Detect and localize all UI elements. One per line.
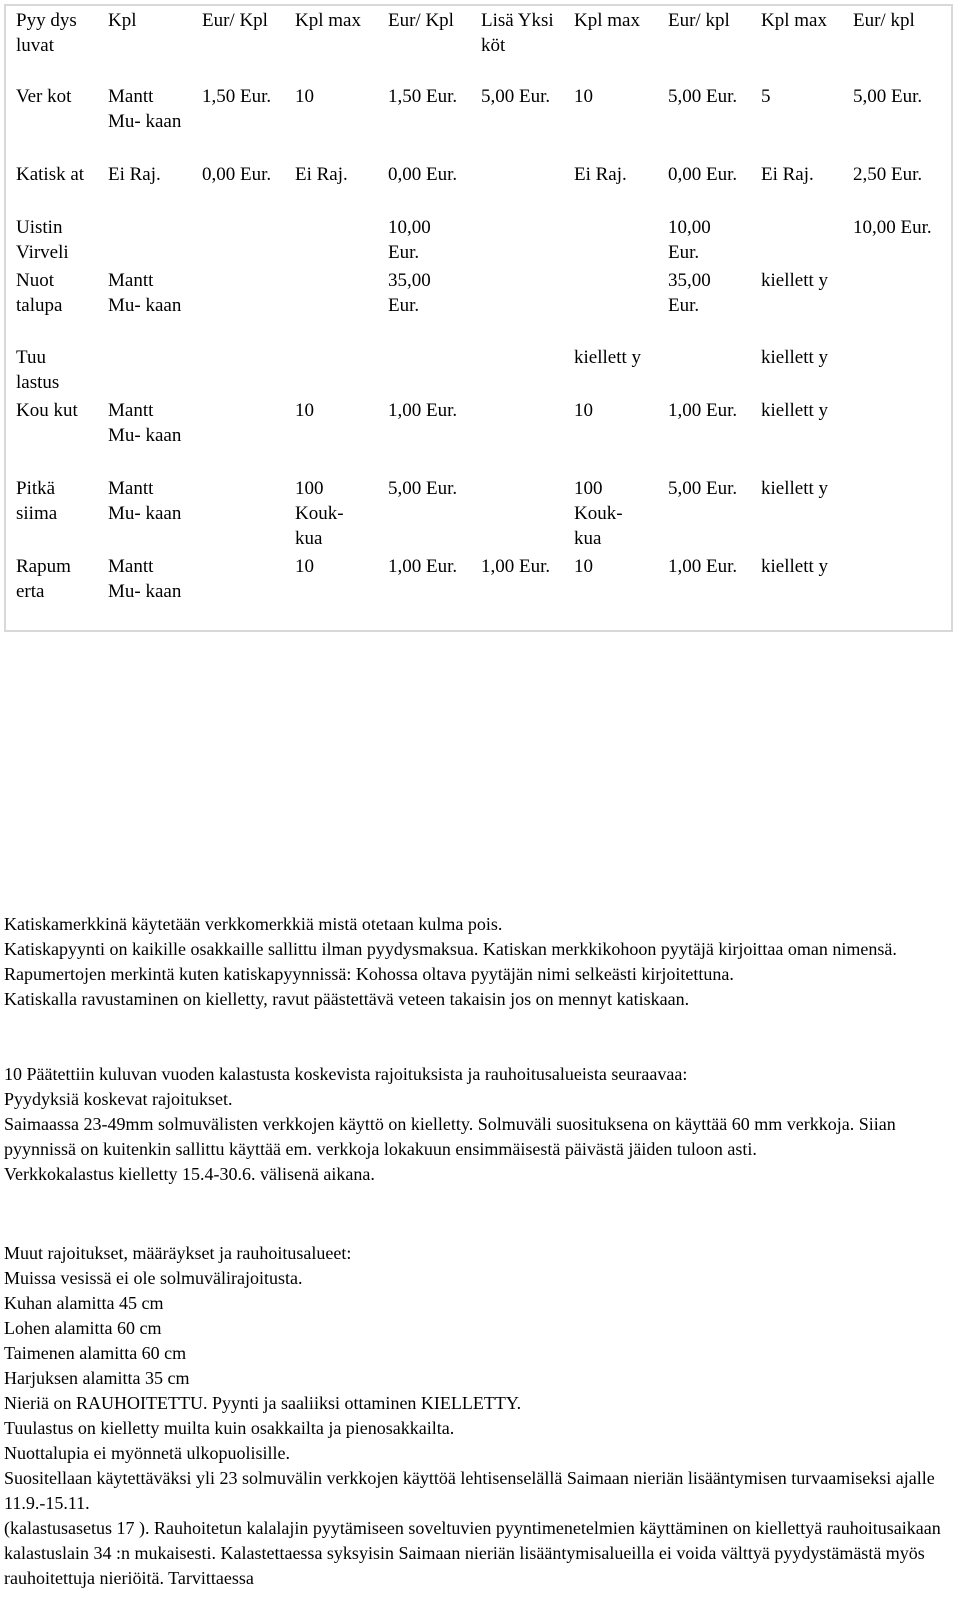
- table-cell: [192, 474, 285, 552]
- table-cell: Mantt Mu- kaan: [108, 477, 182, 524]
- permit-type-cell: Rapum erta: [16, 555, 71, 602]
- permit-type-cell: Uistin Virveli: [16, 216, 69, 263]
- table-cell: Mantt Mu- kaan: [108, 86, 182, 133]
- katiska-notes: [4, 912, 952, 1012]
- table-header-cell: Eur/ kpl: [668, 10, 730, 31]
- table-row: [5, 266, 952, 343]
- table-cell: kiellett y: [574, 346, 642, 368]
- table-cell: Mantt Mu- kaan: [108, 555, 182, 602]
- table-cell: 0,00 Eur.: [388, 164, 458, 186]
- table-cell: Ei Raj.: [295, 164, 348, 186]
- table-header-cell: Pyy dys luvat: [16, 10, 77, 56]
- table-cell: 5,00 Eur.: [481, 86, 551, 108]
- table-header-cell: Lisä Yksi köt: [481, 10, 554, 56]
- table-cell: [843, 552, 952, 631]
- table-cell: Ei Raj.: [761, 164, 814, 186]
- table-cell: 1,00 Eur.: [668, 399, 738, 421]
- note-line: Katiskalla ravustaminen on kielletty, ravut päästettävä veteen takaisin jos on mennyt katiskaan.: [4, 989, 690, 1009]
- table-cell: 10,00 Eur.: [853, 216, 932, 238]
- table-cell: Ei Raj.: [108, 164, 161, 186]
- table-cell: 0,00 Eur.: [202, 164, 272, 186]
- table-header-cell: Kpl max: [574, 10, 640, 31]
- permit-type-cell: Pitkä siima: [16, 477, 58, 524]
- permit-type-cell: Katisk at: [16, 164, 85, 186]
- table-cell: 1,50 Eur.: [202, 86, 272, 108]
- permit-type-cell: Tuu lastus: [16, 346, 60, 393]
- table-cell: 10: [295, 555, 314, 577]
- table-cell: 10,00 Eur.: [668, 216, 711, 263]
- table-cell: [843, 266, 952, 343]
- note-line: Muut rajoitukset, määräykset ja rauhoitusalueet:: [4, 1243, 352, 1263]
- table-cell: 0,00 Eur.: [668, 164, 738, 186]
- note-line: Harjuksen alamitta 35 cm: [4, 1368, 190, 1388]
- note-line: 10 Päätettiin kuluvan vuoden kalastusta koskevista rajoituksista ja rauhoitusalueista seuraavaa:: [4, 1064, 688, 1084]
- table-cell: 1,00 Eur.: [481, 555, 551, 577]
- table-cell: 100 Kouk- kua: [574, 477, 623, 549]
- table-cell: [192, 552, 285, 631]
- table-cell: 10: [574, 86, 593, 108]
- table-cell: Mantt Mu- kaan: [108, 399, 182, 446]
- table-cell: [285, 343, 378, 396]
- table-cell: [658, 343, 751, 396]
- table-cell: 35,00 Eur.: [388, 269, 431, 316]
- table-cell: 10: [574, 399, 593, 421]
- permit-fee-table: [4, 4, 953, 632]
- table-cell: [285, 266, 378, 343]
- table-cell: kiellett y: [761, 477, 829, 499]
- table-cell: 1,00 Eur.: [388, 399, 458, 421]
- table-row: [5, 213, 952, 266]
- table-cell: [843, 396, 952, 474]
- table-cell: [471, 343, 564, 396]
- table-row: [5, 474, 952, 552]
- table-cell: 5,00 Eur.: [853, 86, 923, 108]
- table-cell: kiellett y: [761, 346, 829, 368]
- table-header-cell: Kpl max: [761, 10, 827, 31]
- note-line: Muissa vesissä ei ole solmuvälirajoitusta.: [4, 1268, 303, 1288]
- note-line: Saimaassa 23-49mm solmuvälisten verkkojen käyttö on kielletty. Solmuväli suosituksena on käyttää 60 mm verkkoja. Siian pyynnissä on kuitenkin sallittu käyttää em. verkkoja lokakuun ensimmäisestä päivästä jäiden tuloon asti.: [4, 1114, 896, 1159]
- note-line: Lohen alamitta 60 cm: [4, 1318, 162, 1338]
- note-line: Katiskamerkkinä käytetään verkkomerkkiä mistä otetaan kulma pois.: [4, 914, 503, 934]
- table-cell: 1,00 Eur.: [668, 555, 738, 577]
- table-cell: [192, 266, 285, 343]
- note-line: Katiskapyynti on kaikille osakkaille sallittu ilman pyydysmaksua. Katiskan merkkikohoon pyytäjä kirjoittaa oman nimensä.: [4, 939, 897, 959]
- table-cell: [471, 160, 564, 213]
- table-cell: [751, 213, 843, 266]
- table-header-cell: Eur/ Kpl: [202, 10, 268, 31]
- table-cell: Ei Raj.: [574, 164, 627, 186]
- table-cell: [564, 266, 658, 343]
- table-cell: Mantt Mu- kaan: [108, 269, 182, 316]
- table-cell: 100 Kouk- kua: [295, 477, 344, 549]
- permit-type-cell: Nuot talupa: [16, 269, 63, 316]
- note-line: Nieriä on RAUHOITETTU. Pyynti ja saaliiksi ottaminen KIELLETTY.: [4, 1393, 522, 1413]
- table-cell: [471, 266, 564, 343]
- table-cell: 1,50 Eur.: [388, 86, 458, 108]
- note-line: Taimenen alamitta 60 cm: [4, 1343, 187, 1363]
- table-cell: [192, 213, 285, 266]
- table-cell: [843, 474, 952, 552]
- table-cell: [471, 474, 564, 552]
- table-cell: 10: [295, 86, 314, 108]
- permit-type-cell: Ver kot: [16, 86, 72, 108]
- table-cell: [378, 343, 471, 396]
- table-row: [5, 82, 952, 160]
- table-cell: [98, 343, 192, 396]
- table-row: [5, 343, 952, 396]
- table-cell: 1,00 Eur.: [388, 555, 458, 577]
- table-header-row: [5, 5, 952, 82]
- table-cell: [285, 213, 378, 266]
- table-cell: [192, 343, 285, 396]
- table-header-cell: Eur/ Kpl: [388, 10, 454, 31]
- table-cell: [564, 213, 658, 266]
- table-row: [5, 396, 952, 474]
- table-cell: 2,50 Eur.: [853, 164, 923, 186]
- table-cell: [98, 213, 192, 266]
- table-cell: kiellett y: [761, 399, 829, 421]
- table-cell: 10,00 Eur.: [388, 216, 431, 263]
- net-restrictions-notes: [4, 1062, 952, 1187]
- table-header-cell: Kpl: [108, 10, 137, 31]
- note-line: Verkkokalastus kielletty 15.4-30.6. välisenä aikana.: [4, 1164, 375, 1184]
- table-cell: kiellett y: [761, 269, 829, 291]
- table-row: [5, 160, 952, 213]
- note-line: (kalastusasetus 17 ). Rauhoitetun kalalajin pyytämiseen soveltuvien pyyntimenetelmien käyttäminen on kiellettyä rauhoitusaikaan kalastuslain 34 :n mukaisesti. Kalastettaessa syksyisin Saimaan nieriän lisääntymisalueilla ei voida välttyä pyydystämästä myös rauhoitettuja nieriöitä. Tarvittaessa: [4, 1518, 941, 1588]
- table-cell: [471, 396, 564, 474]
- table-cell: 10: [574, 555, 593, 577]
- note-line: Suositellaan käytettäväksi yli 23 solmuvälin verkkojen käyttöä lehtisenselällä Saimaan nieriän lisääntymisen turvaamiseksi ajalle 11.9.-15.11.: [4, 1468, 935, 1513]
- table-cell: [843, 343, 952, 396]
- note-line: Tuulastus on kielletty muilta kuin osakkailta ja pienosakkailta.: [4, 1418, 455, 1438]
- note-line: Pyydyksiä koskevat rajoitukset.: [4, 1089, 233, 1109]
- table-cell: 5,00 Eur.: [668, 86, 738, 108]
- table-cell: 5,00 Eur.: [668, 477, 738, 499]
- note-line: Nuottalupia ei myönnetä ulkopuolisille.: [4, 1443, 290, 1463]
- table-cell: 10: [295, 399, 314, 421]
- table-row: [5, 552, 952, 631]
- table-cell: [471, 213, 564, 266]
- note-line: Rapumertojen merkintä kuten katiskapyynnissä: Kohossa oltava pyytäjän nimi selkeästi kirjoitettuna.: [4, 964, 734, 984]
- table-header-cell: Eur/ kpl: [853, 10, 915, 31]
- table-cell: kiellett y: [761, 555, 829, 577]
- note-line: Kuhan alamitta 45 cm: [4, 1293, 164, 1313]
- permit-type-cell: Kou kut: [16, 399, 78, 421]
- table-cell: 5: [761, 86, 771, 108]
- table-cell: 35,00 Eur.: [668, 269, 711, 316]
- table-cell: 5,00 Eur.: [388, 477, 458, 499]
- table-header-cell: Kpl max: [295, 10, 361, 31]
- other-restrictions-notes: [4, 1241, 952, 1591]
- table-cell: [192, 396, 285, 474]
